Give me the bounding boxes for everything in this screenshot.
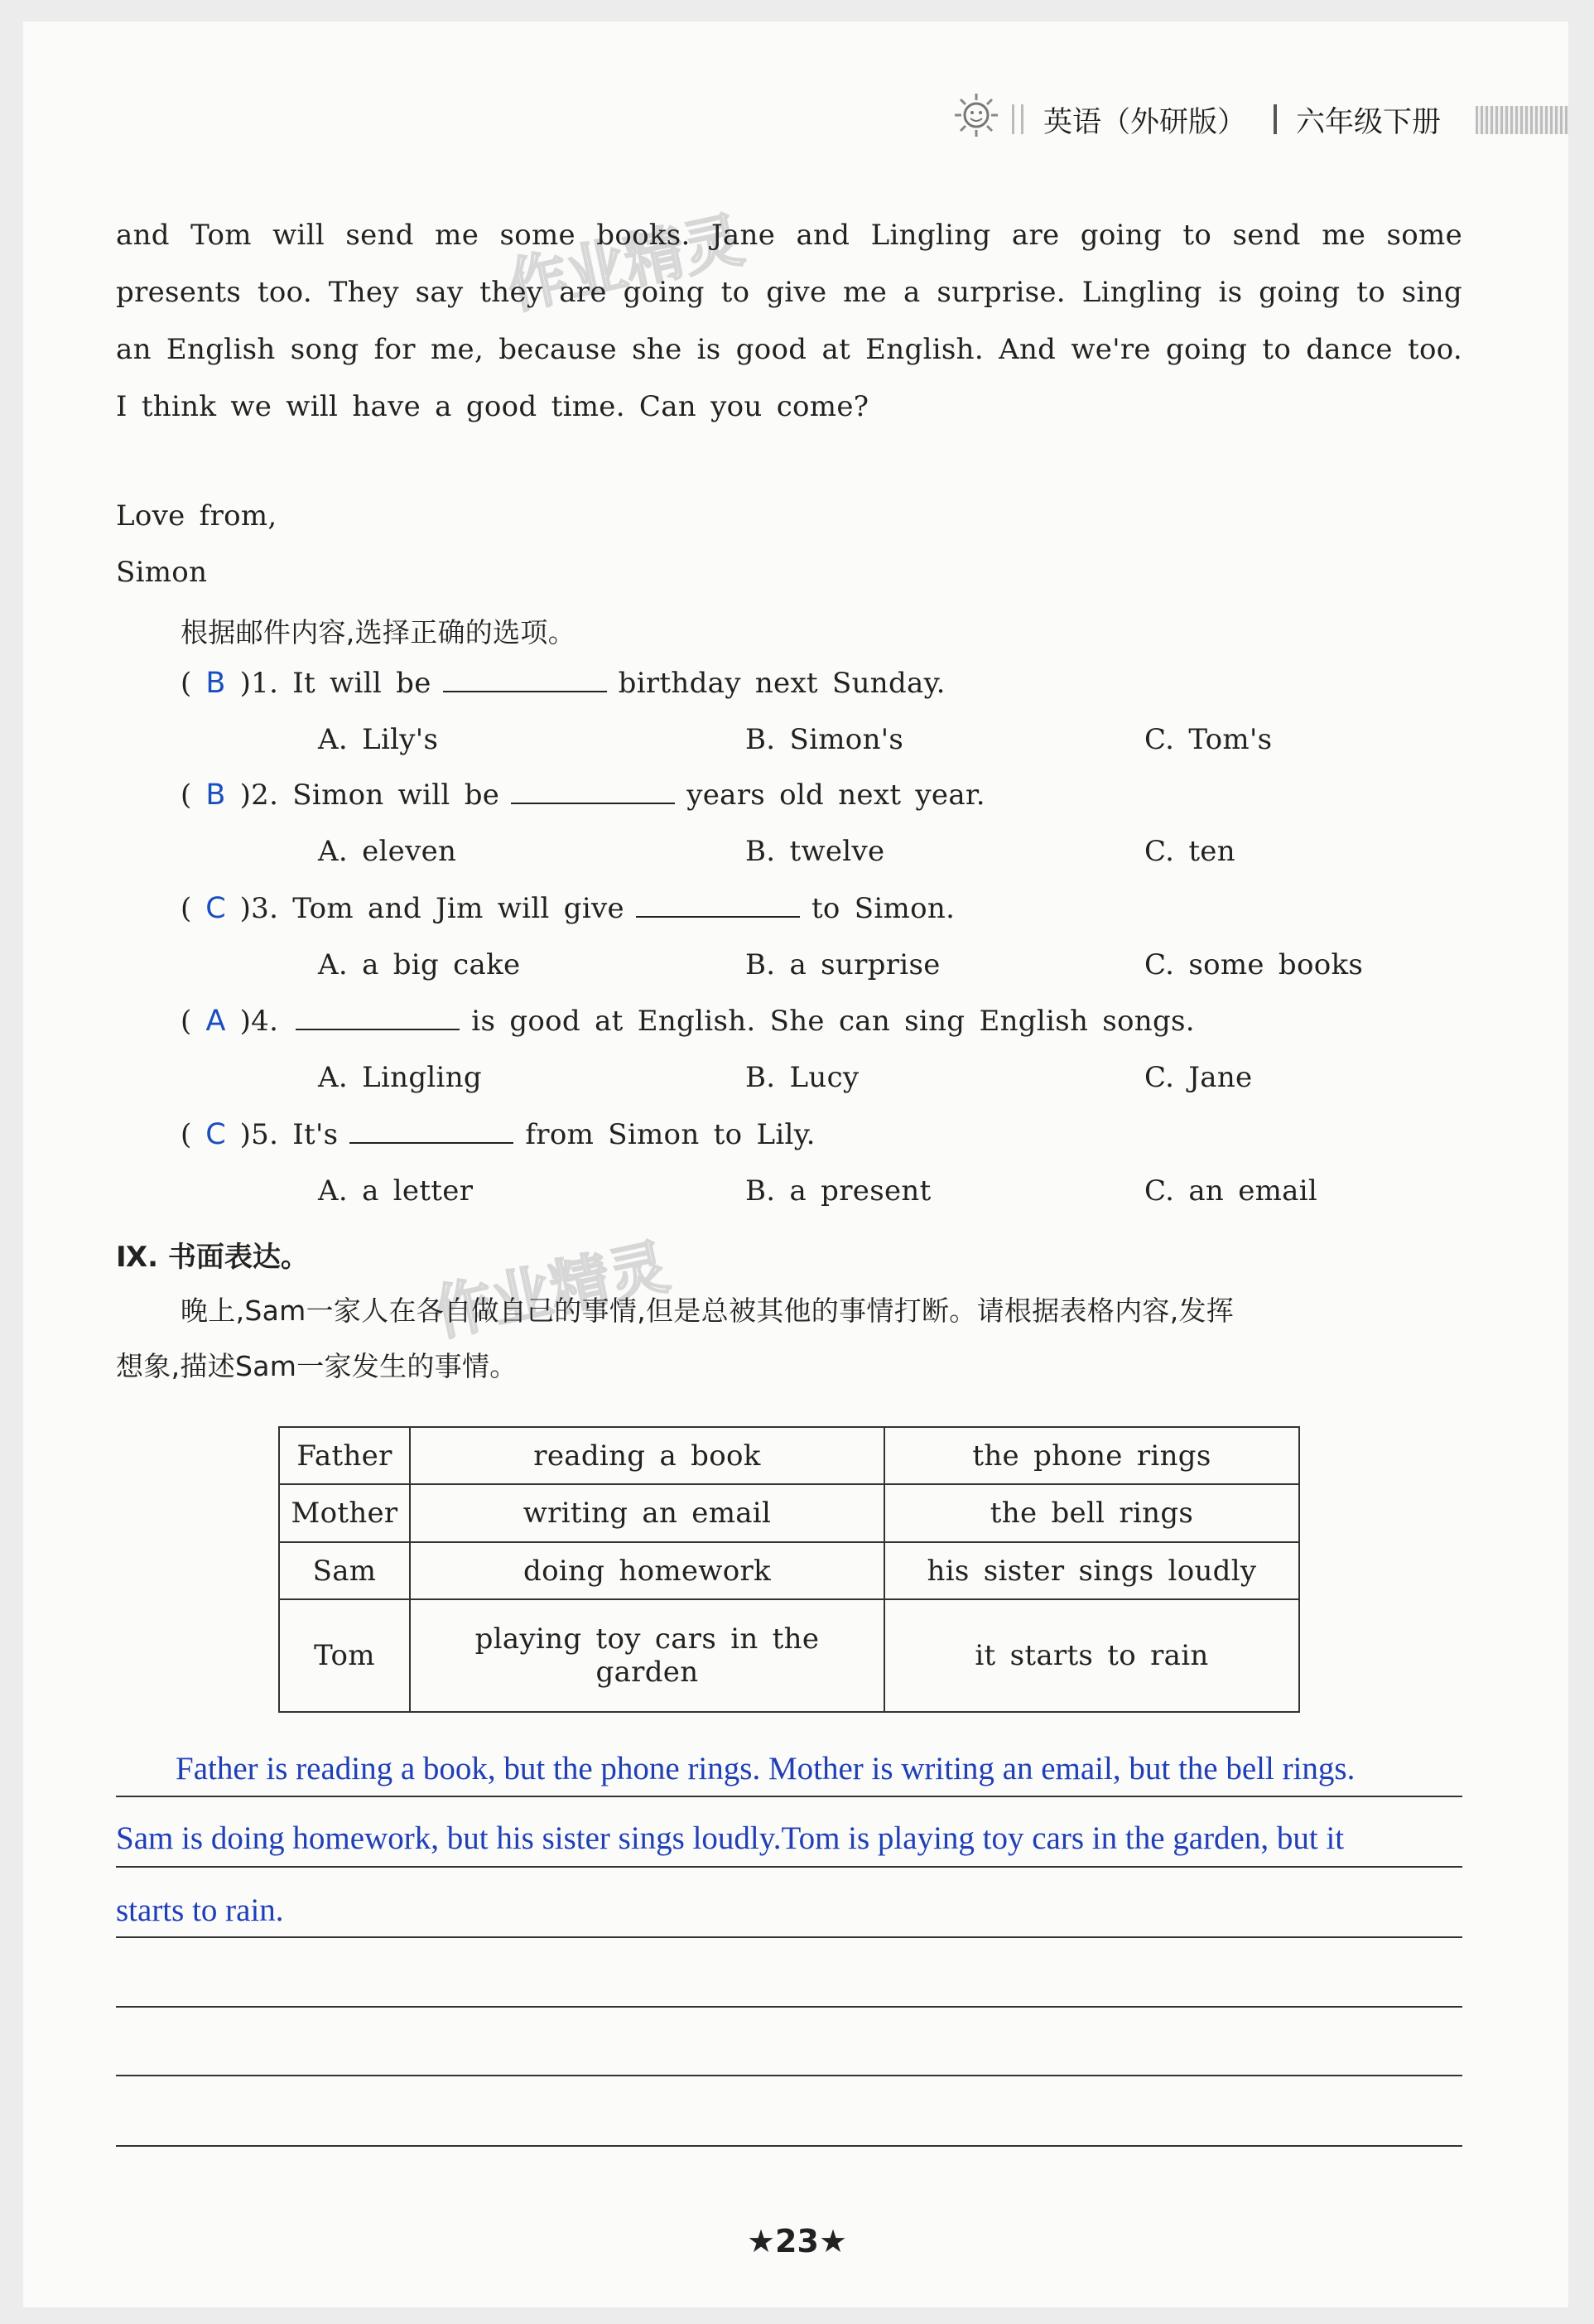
question-row [181, 779, 985, 812]
answer-blank[interactable] [511, 794, 675, 804]
section-prompt-line1: 晚上,Sam一家人在各自做自己的事情,但是总被其他的事情打断。请根据表格内容,发挥 [181, 1295, 1235, 1327]
section-title: Ⅸ. 书面表达。 [116, 1241, 309, 1274]
question-row [181, 892, 955, 925]
answer-line-2: Sam is doing homework, but his sister sings loudly.Tom is playing toy cars in the garden, but it [116, 1820, 1345, 1856]
person-cell: Mother [279, 1484, 410, 1541]
person-cell: Father [279, 1427, 410, 1484]
question-number: )4. [239, 1005, 279, 1038]
answer-choice[interactable]: A [205, 1005, 226, 1038]
option-a: A. Lingling [318, 1061, 482, 1094]
question-text-before: Tom and Jim will give [292, 892, 624, 925]
answer-blank[interactable] [296, 1020, 460, 1030]
option-b: B. Lucy [745, 1061, 860, 1094]
question-number: )2. [239, 779, 279, 812]
page-number: 23 [775, 2223, 819, 2259]
option-c: C. Tom's [1144, 723, 1273, 756]
header-subject: 英语（外研版） [1043, 106, 1247, 139]
open-paren: ( [181, 779, 192, 812]
writing-line [116, 2006, 1462, 2008]
header-separator [1274, 104, 1277, 134]
header-stripes [1476, 106, 1568, 134]
activity-cell: doing homework [410, 1542, 884, 1599]
answer-blank[interactable] [349, 1134, 513, 1144]
open-paren: ( [181, 667, 192, 700]
option-a: A. a letter [318, 1174, 474, 1208]
question-text-after: from Simon to Lily. [525, 1118, 816, 1151]
option-a: A. Lily's [318, 723, 439, 756]
letter-signature: Simon [116, 556, 208, 589]
table-row [279, 1427, 1299, 1484]
answer-line-3: starts to rain. [116, 1892, 284, 1928]
page-number-footer [0, 2223, 1594, 2259]
question-number: )3. [239, 892, 279, 925]
option-b: B. twelve [745, 835, 885, 868]
answer-blank[interactable] [636, 908, 800, 918]
activity-cell: writing an email [410, 1484, 884, 1541]
sun-logo-icon [952, 91, 1000, 139]
section-prompt-line2: 想象,描述Sam一家发生的事情。 [116, 1350, 518, 1382]
person-cell: Tom [279, 1599, 410, 1712]
question-text-before: It will be [292, 667, 431, 700]
writing-line [116, 1866, 1462, 1868]
activity-cell: playing toy cars in the garden [410, 1599, 884, 1712]
interruption-cell: the phone rings [884, 1427, 1299, 1484]
question-row [181, 1005, 1195, 1038]
person-cell: Sam [279, 1542, 410, 1599]
option-a: A. a big cake [318, 948, 521, 981]
question-text-after: years old next year. [686, 779, 985, 812]
option-c: C. Jane [1144, 1061, 1253, 1094]
question-text-after: is good at English. She can sing English songs. [471, 1005, 1195, 1038]
header-grade: 六年级下册 [1296, 106, 1442, 139]
answer-blank[interactable] [443, 682, 607, 692]
option-c: C. some books [1144, 948, 1364, 981]
question-text-before: Simon will be [292, 779, 500, 812]
star-icon: ★ [746, 2223, 776, 2259]
option-b: B. a surprise [745, 948, 941, 981]
question-row [181, 1118, 816, 1151]
writing-line [116, 2075, 1462, 2076]
watermark: 作业精灵 [501, 204, 749, 322]
writing-line [116, 1936, 1462, 1938]
option-b: B. a present [745, 1174, 932, 1208]
option-c: C. an email [1144, 1174, 1318, 1208]
writing-line [116, 1796, 1462, 1797]
answer-line-1: Father is reading a book, but the phone rings. Mother is writing an email, but the bell rings. [176, 1751, 1356, 1786]
interruption-cell: the bell rings [884, 1484, 1299, 1541]
info-table [278, 1426, 1300, 1713]
answer-choice[interactable]: B [205, 667, 226, 700]
question-text-after: birthday next Sunday. [618, 667, 946, 700]
question-text-after: to Simon. [811, 892, 956, 925]
question-number: )1. [239, 667, 279, 700]
option-b: B. Simon's [745, 723, 904, 756]
answer-choice[interactable]: B [205, 779, 226, 812]
question-row [181, 667, 946, 700]
question-text-before: It's [292, 1118, 339, 1151]
interruption-cell: it starts to rain [884, 1599, 1299, 1712]
writing-line [116, 2145, 1462, 2147]
letter-paragraph: and Tom will send me some books. Jane and Lingling are going to send me some presents too. They say they are going to give me a surprise. Lingling is going to sing an English song for me, because she is good at English. And we're going to dance too. I think we will have a good time. Can you come? [116, 219, 1462, 423]
watermark: 作业精灵 [426, 1231, 675, 1349]
star-icon: ★ [818, 2223, 848, 2259]
open-paren: ( [181, 1005, 192, 1038]
open-paren: ( [181, 892, 192, 925]
instruction: 根据邮件内容,选择正确的选项。 [181, 616, 575, 649]
table-row [279, 1599, 1299, 1712]
table-row [279, 1542, 1299, 1599]
option-a: A. eleven [318, 835, 457, 868]
letter-closing: Love from, [116, 499, 277, 533]
header-divider-left [1012, 104, 1023, 134]
table-row [279, 1484, 1299, 1541]
question-number: )5. [239, 1118, 279, 1151]
option-c: C. ten [1144, 835, 1235, 868]
activity-cell: reading a book [410, 1427, 884, 1484]
interruption-cell: his sister sings loudly [884, 1542, 1299, 1599]
answer-choice[interactable]: C [205, 1118, 226, 1151]
open-paren: ( [181, 1118, 192, 1151]
answer-choice[interactable]: C [205, 892, 226, 925]
